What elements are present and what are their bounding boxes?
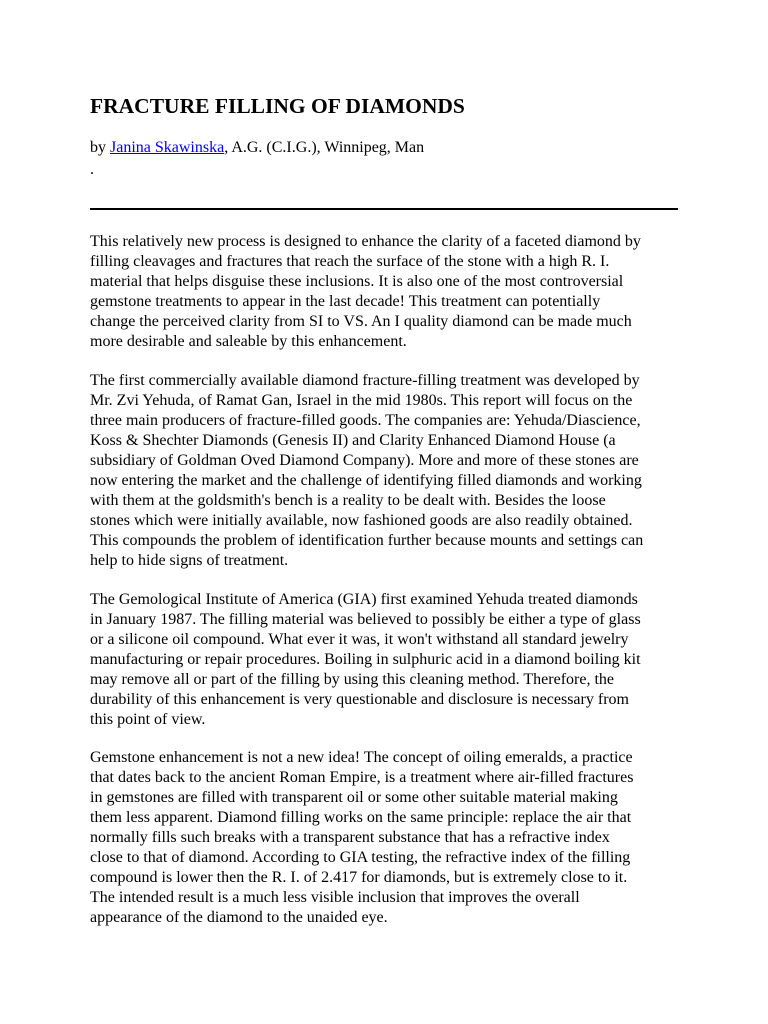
paragraph-line: appearance of the diamond to the unaided eye. [90, 909, 388, 926]
paragraph-line: stones which were initially available, now fashioned goods are also readily obtained. [90, 512, 633, 529]
paragraph-line: them less apparent. Diamond filling works on the same principle: replace the air that [90, 809, 632, 826]
paragraph-line: Koss & Shechter Diamonds (Genesis II) and Clarity Enhanced Diamond House (a [90, 432, 616, 449]
paragraph-line: or a silicone oil compound. What ever it was, it won't withstand all standard jewelry [90, 631, 629, 648]
paragraph-line: now entering the market and the challenge of identifying filled diamonds and working [90, 472, 642, 489]
paragraph-line: three main producers of fracture-filled goods. The companies are: Yehuda/Diascience, [90, 412, 641, 429]
paragraph-line: may remove all or part of the filling by using this cleaning method. Therefore, the [90, 671, 614, 688]
paragraph-line: in gemstones are filled with transparent oil or some other suitable material making [90, 789, 618, 806]
paragraph-line: gemstone treatments to appear in the last decade! This treatment can potentially [90, 293, 601, 310]
paragraph-line: manufacturing or repair procedures. Boiling in sulphuric acid in a diamond boiling kit [90, 651, 641, 668]
article-title: FRACTURE FILLING OF DIAMONDS [90, 94, 465, 118]
byline-affiliation: , A.G. (C.I.G.), Winnipeg, Man [224, 139, 425, 156]
paragraph-line: help to hide signs of treatment. [90, 552, 289, 569]
paragraph-line: This compounds the problem of identification further because mounts and settings can [90, 532, 644, 549]
byline-dot: . [90, 161, 94, 178]
paragraph-line: normally fills such breaks with a transparent substance that has a refractive index [90, 829, 610, 846]
paragraph-line: in January 1987. The filling material was believed to possibly be either a type of glass [90, 611, 641, 628]
paragraph-line: The Gemological Institute of America (GIA) first examined Yehuda treated diamonds [90, 591, 638, 608]
paragraph-line: The intended result is a much less visible inclusion that improves the overall [90, 889, 580, 906]
paragraph-line: close to that of diamond. According to GIA testing, the refractive index of the filling [90, 849, 631, 866]
paragraph-1 [90, 232, 690, 352]
paragraph-2 [90, 371, 690, 571]
paragraph-line: change the perceived clarity from SI to VS. An I quality diamond can be made much [90, 313, 632, 330]
paragraph-line: The first commercially available diamond fracture-filling treatment was developed by [90, 372, 640, 389]
horizontal-rule [90, 208, 678, 210]
byline-prefix: by [90, 139, 110, 156]
paragraph-line: more desirable and saleable by this enhancement. [90, 333, 407, 350]
author-link[interactable]: Janina Skawinska [110, 139, 225, 156]
paragraph-line: compound is lower then the R. I. of 2.417 for diamonds, but is extremely close to it. [90, 869, 628, 886]
paragraph-line: material that helps disguise these inclusions. It is also one of the most controversial [90, 273, 624, 290]
paragraph-4 [90, 748, 690, 928]
paragraph-line: Gemstone enhancement is not a new idea! The concept of oiling emeralds, a practice [90, 749, 633, 766]
paragraph-line: durability of this enhancement is very questionable and disclosure is necessary from [90, 691, 629, 708]
paragraph-line: this point of view. [90, 711, 206, 728]
paragraph-3 [90, 590, 690, 730]
byline [90, 138, 424, 158]
paragraph-line: filling cleavages and fractures that reach the surface of the stone with a high R. I. [90, 253, 610, 270]
paragraph-line: that dates back to the ancient Roman Empire, is a treatment where air-filled fractures [90, 769, 634, 786]
paragraph-line: This relatively new process is designed to enhance the clarity of a faceted diamond by [90, 233, 641, 250]
paragraph-line: with them at the goldsmith's bench is a reality to be dealt with. Besides the loose [90, 492, 606, 509]
paragraph-line: subsidiary of Goldman Oved Diamond Company). More and more of these stones are [90, 452, 639, 469]
paragraph-line: Mr. Zvi Yehuda, of Ramat Gan, Israel in the mid 1980s. This report will focus on the [90, 392, 633, 409]
